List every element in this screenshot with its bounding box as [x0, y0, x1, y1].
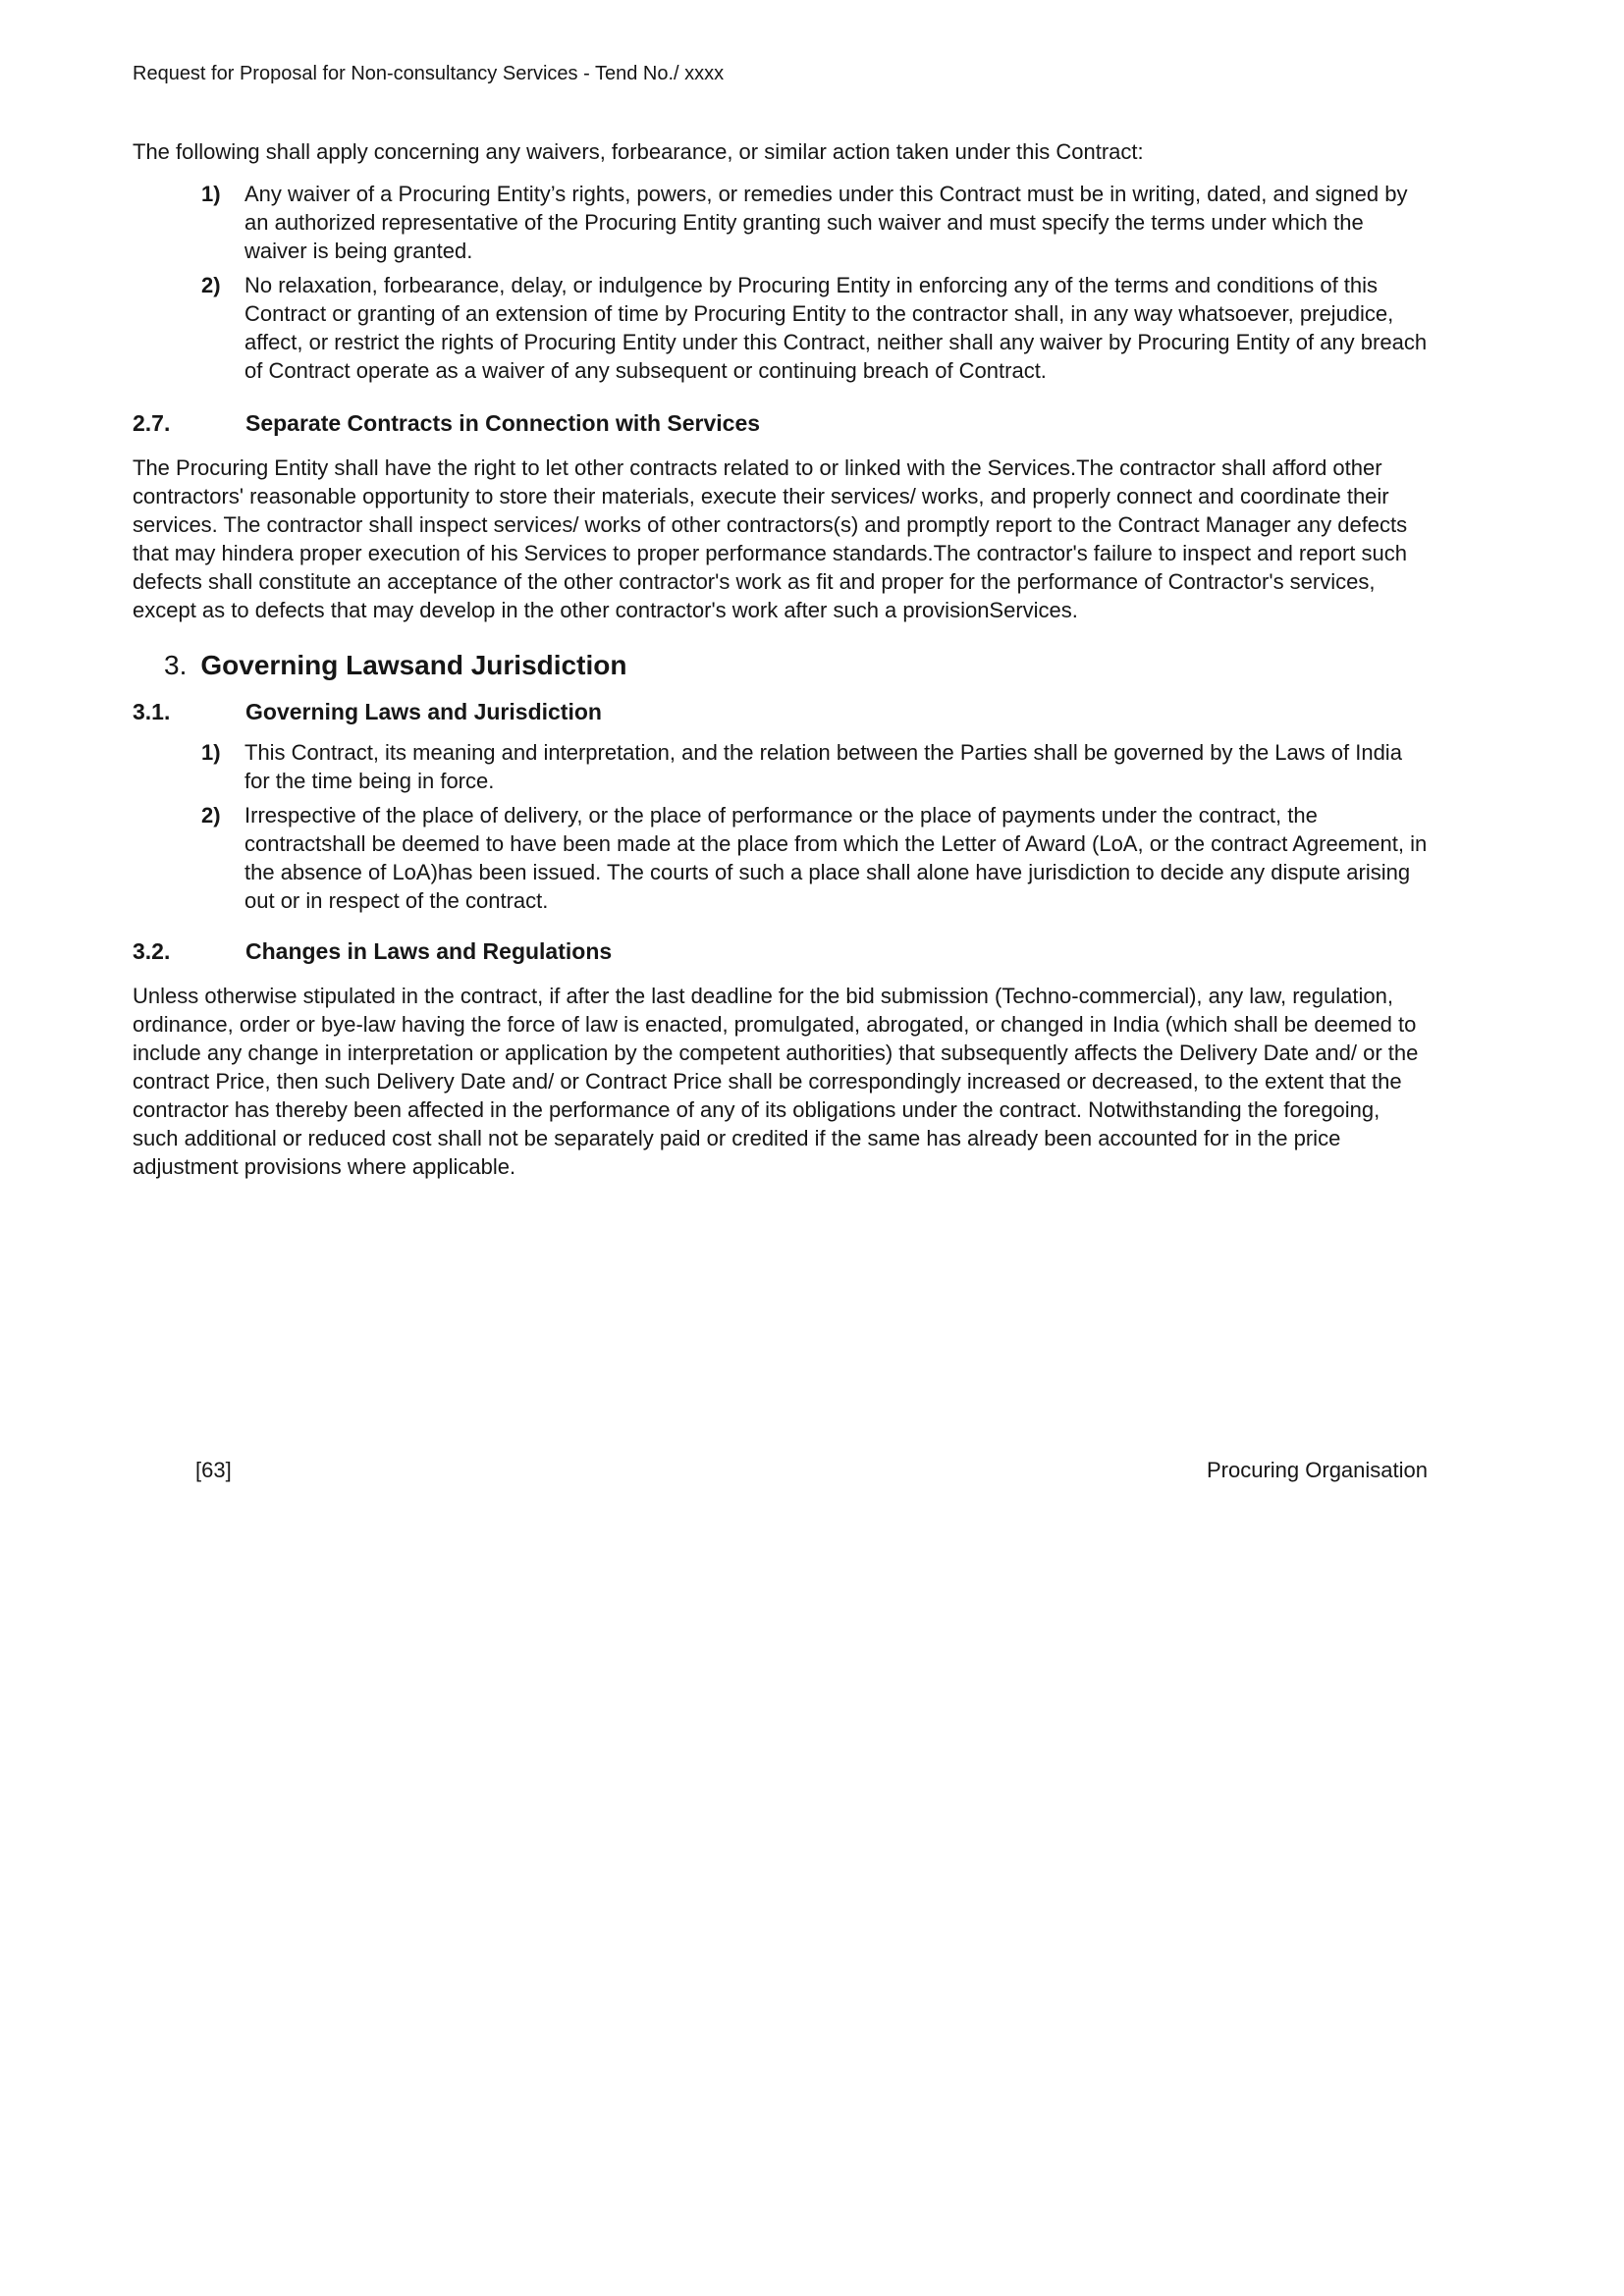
list-item: [201, 738, 1428, 795]
page-number: [63]: [195, 1458, 232, 1482]
waiver-list: [133, 180, 1428, 385]
list-item-marker: 1): [201, 740, 221, 765]
list-item-text: Irrespective of the place of delivery, or the place of performance or the place of payments under the contract, the contractshall be deemed to have been made at the place from which the Letter of Award (LoA, or the contract Agreement, in the absence of LoA)has been issued. The courts of such a place shall alone have jurisdiction to decide any dispute arising out or in respect of the contract.: [244, 803, 1428, 913]
intro-paragraph: The following shall apply concerning any waivers, forbearance, or similar action taken under this Contract:: [133, 139, 1144, 164]
heading-number: 3.: [164, 650, 188, 680]
footer-organisation: Procuring Organisation: [1206, 1458, 1428, 1482]
jurisdiction-list: [133, 738, 1428, 915]
list-item-text: This Contract, its meaning and interpretation, and the relation between the Parties shall be governed by the Laws of India for the time being in force.: [244, 740, 1402, 793]
page-footer: [133, 1456, 1428, 1484]
list-item-marker: 1): [201, 182, 221, 206]
list-item: [201, 271, 1428, 385]
section-heading-3-2: [133, 936, 1428, 966]
section-body-3-2: Unless otherwise stipulated in the contract, if after the last deadline for the bid submission (Techno-commercial), any law, regulation, ordinance, order or bye-law having the force of law is enacted, promulgated, abrogated, or changed in India (which shall be deemed to include any change in interpretation or application by the competent authorities) that subsequently affects the Delivery Date and/ or the contract Price, then such Delivery Date and/ or Contract Price shall be correspondingly increased or decreased, to the extent that the contractor has thereby been affected in the performance of any of its obligations under the contract. Notwithstanding the foregoing, such additional or reduced cost shall not be separately paid or credited if the same has already been accounted for in the price adjustment provisions where applicable.: [133, 984, 1419, 1179]
heading-number: 3.1.: [133, 699, 171, 724]
heading-title: Governing Laws and Jurisdiction: [245, 699, 602, 724]
heading-number: 2.7.: [133, 410, 171, 436]
heading-title: Governing Lawsand Jurisdiction: [200, 650, 627, 680]
section-body-2-7: The Procuring Entity shall have the right to let other contracts related to or linked with the Services.The contractor shall afford other contractors' reasonable opportunity to store their materials, execute their services/ works, and properly connect and coordinate their services. The contractor shall inspect services/ works of other contractors(s) and promptly report to the Contract Manager any defects that may hindera proper execution of his Services to proper performance standards.The contractor's failure to inspect and report such defects shall constitute an acceptance of the other contractor's work as fit and proper for the performance of Contractor's services, except as to defects that may develop in the other contractor's work after such a provisionServices.: [133, 455, 1408, 622]
heading-number: 3.2.: [133, 938, 171, 964]
section-heading-3-1: [133, 697, 1428, 726]
list-item-marker: 2): [201, 803, 221, 828]
list-item: [201, 180, 1428, 265]
section-heading-2-7: [133, 408, 1428, 438]
list-item-text: No relaxation, forbearance, delay, or indulgence by Procuring Entity in enforcing any of the terms and conditions of this Contract or granting of an extension of time by Procuring Entity to the contractor shall, in any way whatsoever, prejudice, affect, or restrict the rights of Procuring Entity under this Contract, neither shall any waiver by Procuring Entity of any breach of Contract operate as a waiver of any subsequent or continuing breach of Contract.: [244, 273, 1428, 383]
chapter-heading-3: [133, 648, 1428, 683]
list-item-text: Any waiver of a Procuring Entity’s rights, powers, or remedies under this Contract must be in writing, dated, and signed by an authorized representative of the Procuring Entity granting such waiver and must specify the terms under which the waiver is being granted.: [244, 182, 1408, 263]
list-item: [201, 801, 1428, 915]
heading-title: Changes in Laws and Regulations: [245, 938, 613, 964]
heading-title: Separate Contracts in Connection with Services: [245, 410, 761, 436]
page-header-title: Request for Proposal for Non-consultancy Services - Tend No./ xxxx: [133, 63, 725, 84]
page-header: [133, 61, 1428, 86]
list-item-marker: 2): [201, 273, 221, 297]
